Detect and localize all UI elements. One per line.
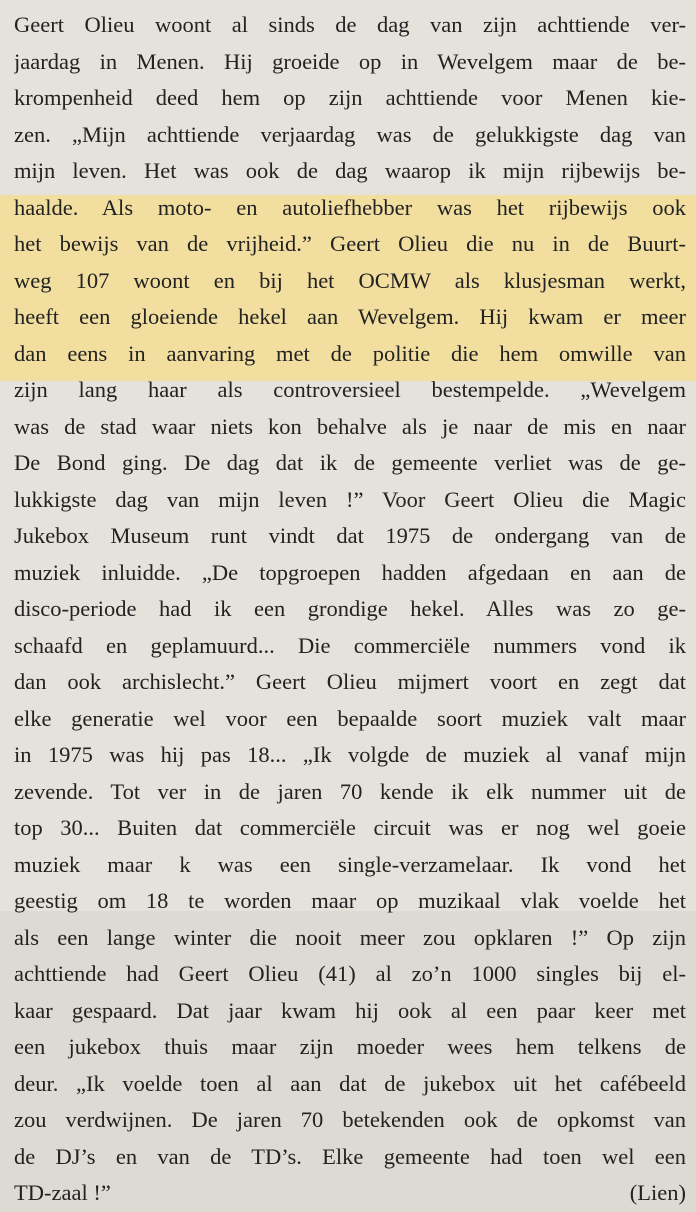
article-line-text: zevende. Tot ver in de jaren 70 kende ik elk nummer uit de xyxy=(14,778,686,804)
article-line-text: lukkigste dag van mijn leven !” Voor Geert Olieu die Magic xyxy=(14,486,686,512)
article-line-text: Jukebox Museum runt vindt dat 1975 de ondergang van de xyxy=(14,523,686,548)
article-line xyxy=(14,956,686,993)
article-line xyxy=(14,847,686,884)
article-line xyxy=(14,190,686,227)
article-line-text: muziek maar k was een single-verzamelaar. Ik vond het xyxy=(14,851,686,877)
article-line-text: muziek inluidde. „De topgroepen hadden afgedaan en aan de xyxy=(14,559,686,585)
article-line xyxy=(14,1029,686,1066)
article-line xyxy=(14,555,686,592)
article-line-text: haalde. Als moto- en autoliefhebber was het rijbewijs ook xyxy=(14,194,686,220)
article-line xyxy=(14,482,686,519)
article-line xyxy=(14,372,686,409)
article-line-text: De Bond ging. De dag dat ik de gemeente verliet was de ge- xyxy=(14,450,686,475)
article-line-text: geestig om 18 te worden maar op muzikaal vlak voelde het xyxy=(14,888,686,913)
article-line xyxy=(14,1175,686,1212)
article-body xyxy=(14,7,686,1212)
article-line-text: zen. „Mijn achttiende verjaardag was de gelukkigste dag van xyxy=(14,121,686,147)
article-line-text: heeft een gloeiende hekel aan Wevelgem. Hij kwam er meer xyxy=(14,304,686,329)
article-line xyxy=(14,336,686,373)
article-line-text: top 30... Buiten dat commerciële circuit was er nog wel goeie xyxy=(14,815,686,840)
article-line xyxy=(14,993,686,1030)
article-line-text: elke generatie wel voor een bepaalde soort muziek valt maar xyxy=(14,705,686,731)
article-line xyxy=(14,226,686,263)
article-line-text: Geert Olieu woont al sinds de dag van zijn achttiende ver- xyxy=(14,12,686,37)
article-line-text: weg 107 woont en bij het OCMW als klusjesman werkt, xyxy=(14,267,686,293)
article-line-text: een jukebox thuis maar zijn moeder wees hem telkens de xyxy=(14,1034,686,1059)
article-line xyxy=(14,445,686,482)
article-line-text: dan eens in aanvaring met de politie die hem omwille van xyxy=(14,340,686,366)
article-line xyxy=(14,920,686,957)
article-line-text: TD-zaal !” xyxy=(14,1180,111,1205)
article-line xyxy=(14,518,686,555)
article-line-text: krompenheid deed hem op zijn achttiende voor Menen kie- xyxy=(14,85,686,110)
article-line xyxy=(14,44,686,81)
article-line-text: mijn leven. Het was ook de dag waarop ik mijn rijbewijs be- xyxy=(14,158,686,183)
article-line xyxy=(14,883,686,920)
article-line xyxy=(14,774,686,811)
article-line-text: was de stad waar niets kon behalve als je naar de mis en naar xyxy=(14,413,686,439)
article-line-text: zijn lang haar als controversieel bestempelde. „Wevelgem xyxy=(14,377,686,402)
article-line xyxy=(14,117,686,154)
article-line xyxy=(14,628,686,665)
article-line-text: schaafd en geplamuurd... Die commerciële nummers vond ik xyxy=(14,632,686,658)
article-line xyxy=(14,153,686,190)
article-line xyxy=(14,664,686,701)
article-line xyxy=(14,80,686,117)
article-line xyxy=(14,810,686,847)
article-line-text: dan ook archislecht.” Geert Olieu mijmert voort en zegt dat xyxy=(14,669,686,694)
article-line-text: als een lange winter die nooit meer zou opklaren !” Op zijn xyxy=(14,924,686,950)
article-line-text: in 1975 was hij pas 18... „Ik volgde de muziek al vanaf mijn xyxy=(14,742,686,767)
article-line xyxy=(14,409,686,446)
article-line-text: achttiende had Geert Olieu (41) al zo’n 1000 singles bij el- xyxy=(14,961,686,986)
article-line xyxy=(14,591,686,628)
article-line-text: de DJ’s en van de TD’s. Elke gemeente had toen wel een xyxy=(14,1143,686,1169)
article-line-text: jaardag in Menen. Hij groeide op in Wevelgem maar de be- xyxy=(14,48,686,74)
article-line xyxy=(14,1139,686,1176)
article-line xyxy=(14,1102,686,1139)
article-line-text: disco-periode had ik een grondige hekel. Alles was zo ge- xyxy=(14,596,686,621)
article-line xyxy=(14,1066,686,1103)
byline: (Lien) xyxy=(629,1180,686,1205)
article-line xyxy=(14,701,686,738)
article-line-text: zou verdwijnen. De jaren 70 betekenden ook de opkomst van xyxy=(14,1107,686,1132)
article-line-text: kaar gespaard. Dat jaar kwam hij ook al een paar keer met xyxy=(14,997,686,1023)
article-line-text: deur. „Ik voelde toen al aan dat de jukebox uit het cafébeeld xyxy=(14,1070,686,1096)
article-line xyxy=(14,7,686,44)
article-line xyxy=(14,299,686,336)
article-line xyxy=(14,737,686,774)
article-line-text: het bewijs van de vrijheid.” Geert Olieu die nu in de Buurt- xyxy=(14,231,686,256)
article-line xyxy=(14,263,686,300)
